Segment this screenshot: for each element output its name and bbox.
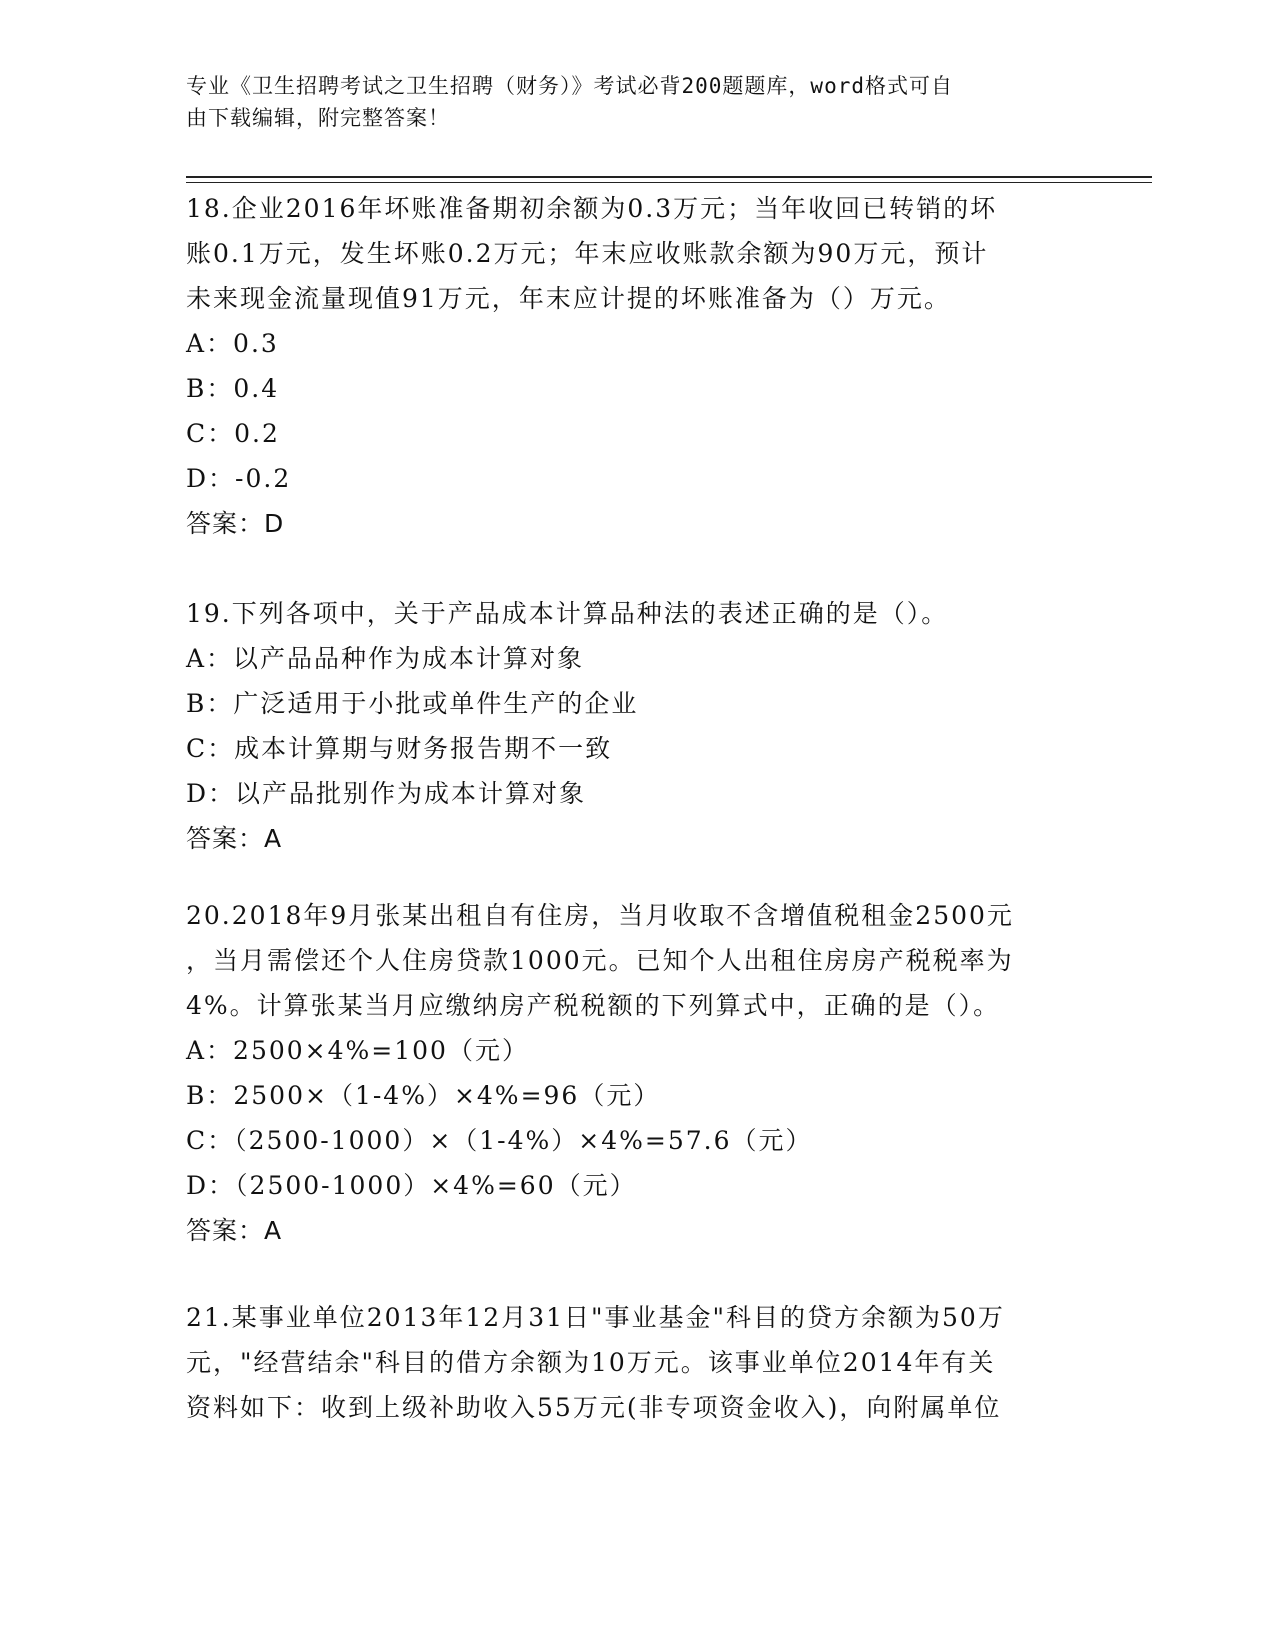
option-d: D：-0.2 <box>186 464 292 493</box>
question-text-line: 账0.1万元，发生坏账0.2万元；年末应收账款余额为90万元，预计 <box>186 239 989 268</box>
document-header <box>186 70 1066 134</box>
option-c: C：0.2 <box>186 419 280 448</box>
question-text-line: 资料如下：收到上级补助收入55万元(非专项资金收入)，向附属单位 <box>186 1393 1002 1422</box>
header-divider-thin <box>186 182 1152 183</box>
question-20 <box>186 893 1066 1253</box>
question-21 <box>186 1295 1066 1430</box>
answer: 答案：A <box>186 1216 283 1245</box>
question-text-line: 20.2018年9月张某出租自有住房，当月收取不含增值税租金2500元 <box>186 901 1014 930</box>
option-d: D：以产品批别作为成本计算对象 <box>186 779 587 808</box>
option-b: B：0.4 <box>186 374 280 403</box>
question-text-line: ，当月需偿还个人住房贷款1000元。已知个人出租住房房产税税率为 <box>186 946 1014 975</box>
question-text-line: 未来现金流量现值91万元，年末应计提的坏账准备为（）万元。 <box>186 284 951 313</box>
option-c: C：成本计算期与财务报告期不一致 <box>186 734 613 763</box>
question-text-line: 19.下列各项中，关于产品成本计算品种法的表述正确的是（）。 <box>186 599 949 628</box>
question-18 <box>186 186 1066 546</box>
question-text-line: 21.某事业单位2013年12月31日"事业基金"科目的贷方余额为50万 <box>186 1303 1005 1332</box>
answer: 答案：D <box>186 509 285 538</box>
header-divider-thick <box>186 176 1152 178</box>
question-text-line: 元，"经营结余"科目的借方余额为10万元。该事业单位2014年有关 <box>186 1348 996 1377</box>
answer: 答案：A <box>186 824 283 853</box>
option-d: D：（2500-1000）×4%=60（元） <box>186 1171 637 1200</box>
question-19 <box>186 591 1066 861</box>
question-text-line: 4%。计算张某当月应缴纳房产税税额的下列算式中，正确的是（）。 <box>186 991 1001 1020</box>
header-line-2: 由下载编辑，附完整答案！ <box>186 106 450 130</box>
option-b: B：广泛适用于小批或单件生产的企业 <box>186 689 639 718</box>
option-a: A：2500×4%=100（元） <box>186 1036 529 1065</box>
option-c: C：（2500-1000）×（1-4%）×4%=57.6（元） <box>186 1126 813 1155</box>
option-a: A：0.3 <box>186 329 279 358</box>
option-b: B：2500×（1-4%）×4%=96（元） <box>186 1081 661 1110</box>
option-a: A：以产品品种作为成本计算对象 <box>186 644 585 673</box>
header-line-1: 专业《卫生招聘考试之卫生招聘（财务）》考试必背200题题库，word格式可自 <box>186 74 953 98</box>
question-text-line: 18.企业2016年坏账准备期初余额为0.3万元；当年收回已转销的坏 <box>186 194 998 223</box>
